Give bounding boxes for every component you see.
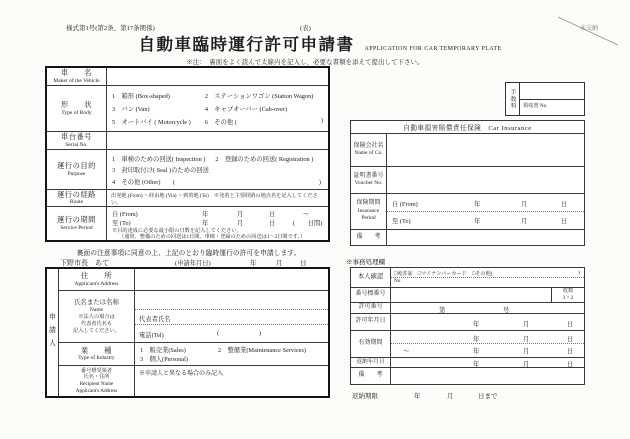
row-industry-type	[59, 343, 328, 366]
admin-section-title: ※事務処理欄	[346, 259, 385, 266]
day-label: 日	[269, 211, 276, 218]
purpose-line-2	[112, 165, 323, 174]
unpaid-stamp	[556, 14, 622, 48]
permit-date-field	[391, 314, 584, 330]
row-permit-date	[351, 314, 584, 331]
plate-recipient-note: ※申請人と異なる場合のみ記入	[139, 371, 224, 377]
sheets-label: 枚数	[562, 287, 574, 294]
dai-label: 第	[439, 307, 446, 314]
industry-line-2	[140, 354, 323, 363]
year-label: 年	[474, 201, 481, 208]
row-plate-recipient	[59, 366, 328, 396]
validity-from-line	[391, 331, 584, 344]
instruction-note: ※注： 裏面をよく読んで太線内を記入し、必要な書類を添えて提出して下さい。	[186, 59, 424, 66]
industry-options	[135, 343, 328, 365]
close-paren: )	[318, 178, 321, 186]
insurance-to-label: 至 (To)	[392, 218, 411, 225]
applicant-address-label: 住 所 Applicant's Address	[59, 269, 135, 290]
insurance-from-label: 自 (From)	[392, 201, 418, 208]
tilde: ～	[403, 348, 410, 355]
validity-to-line	[391, 344, 584, 356]
return-deadline-line	[352, 391, 587, 403]
declaration-text: 裏面の注意事項に同意の上、上記のとおり臨時運行の許可を申請します。	[76, 250, 301, 257]
row-body-type	[47, 86, 328, 132]
option-box-shaped: 1 箱形 (Box-shaped)	[112, 93, 170, 100]
form-title-en: APPLICATION FOR CAR TEMPORARY PLATE	[364, 46, 502, 52]
voucher-no-field	[387, 167, 584, 193]
page-side-label: (表)	[300, 25, 311, 32]
service-period-field	[107, 207, 328, 240]
industry-type-label: 業 種 Type of Industry	[59, 343, 135, 365]
option-other-purpose: 4 その他 (Other) (	[112, 178, 176, 186]
option-maintenance: 2 整備業(Maintenance Services)	[218, 346, 306, 354]
applicant-name-fields	[135, 291, 328, 342]
month-label: 月	[237, 220, 244, 227]
year-label: 年	[473, 321, 480, 328]
go-label: 号	[503, 307, 510, 314]
insurance-title: 自動車損害賠償責任保険 Car Insurance	[351, 121, 584, 134]
purpose-line-3	[112, 177, 323, 186]
day-label: 日	[561, 201, 568, 208]
validity-period-field	[391, 331, 584, 357]
identity-check-label: 本人確認	[351, 268, 391, 287]
return-date-field	[391, 358, 584, 367]
route-note: 出発地 (From) ～経由地 (Via) ～到着地 (To) ※発着と主要経路の地点名を記入してください。	[111, 193, 318, 206]
title-row	[110, 31, 530, 55]
row-return-date	[351, 358, 584, 368]
voucher-no-label: 証明書番号 Voucher No.	[351, 167, 387, 193]
sheets-value: 1・2	[562, 295, 574, 301]
row-admin-remarks	[351, 368, 584, 384]
close-paren: )	[578, 270, 580, 276]
option-cab-over: 4 キャブオーバー (Cab-over)	[204, 106, 288, 113]
month-label: 月	[447, 393, 454, 400]
representative-name-field	[135, 310, 328, 326]
representative-name-label: 代表者氏名	[139, 315, 171, 323]
option-other: 6 その他 ( )	[204, 117, 323, 126]
period-days-suffix: ( 日間)	[293, 220, 323, 227]
unpaid-stamp-label: 未交納	[580, 26, 599, 32]
row-service-period	[47, 207, 328, 240]
vehicle-name-field	[107, 68, 328, 85]
month-label: 月	[521, 218, 528, 225]
month-label: 月	[276, 260, 283, 267]
receipt-no-label: 領収書 No.	[523, 103, 548, 109]
applicant-side-label: 申請人	[47, 269, 59, 396]
purpose-label: 運行の目的 Purpose	[47, 150, 107, 189]
applicant-rows	[59, 269, 328, 396]
month-label: 月	[523, 361, 530, 368]
identity-check-field	[391, 268, 584, 287]
day-label: 日	[567, 336, 574, 343]
permit-number-field	[391, 303, 584, 313]
year-label: 年	[473, 361, 480, 368]
applicant-name-label: 氏名または名称 Name ※法人の場合は 代表者氏名も 記入してください。	[59, 291, 135, 342]
industry-line-1	[140, 345, 323, 354]
admin-remarks-label: 備 考	[351, 368, 391, 384]
day-label: 日	[300, 260, 307, 267]
insurance-table	[350, 120, 585, 246]
row-purpose	[47, 150, 328, 190]
year-label: 年	[202, 220, 209, 227]
insurance-to-line	[387, 212, 584, 229]
permit-number-label: 許可番号	[351, 303, 391, 313]
year-label: 年	[202, 211, 209, 218]
day-label: 日	[567, 321, 574, 328]
month-label: 月	[521, 201, 528, 208]
addressee-label: 下野市長 あて	[60, 259, 109, 267]
admin-processing-table	[350, 267, 585, 385]
option-registration: 2 登録のための回送( Registration )	[215, 155, 314, 163]
day-label: 日	[269, 220, 276, 227]
insurance-company-label: 保険会社名 Name of Co.	[351, 134, 387, 166]
vehicle-name-label: 車 名 Maker of the Vehicle	[47, 68, 107, 85]
row-insurance-company	[351, 134, 584, 167]
month-label: 月	[523, 336, 530, 343]
day-label: 日	[567, 348, 574, 355]
form-code-label: 様式第1号(第2条、第17条関係)	[66, 25, 155, 32]
identity-no-label: No.	[394, 278, 402, 284]
month-label: 月	[523, 348, 530, 355]
row-validity-period	[351, 331, 584, 358]
body-type-label: 形 状 Type of Body	[47, 86, 107, 131]
body-type-options	[107, 86, 328, 131]
day-label: 日	[567, 361, 574, 368]
year-label: 年	[474, 218, 481, 225]
tilde: ～	[303, 211, 310, 218]
option-station-wagon: 2 ステーションワゴン (Station Wagon)	[204, 93, 314, 100]
fee-box	[505, 82, 585, 116]
identity-options-line	[391, 268, 584, 278]
route-field	[107, 190, 328, 206]
plate-recipient-field	[135, 366, 328, 396]
period-note-1: ※目的達成に必要な最小限の日数を記入してください。	[112, 228, 242, 234]
validity-period-label: 有効期間	[351, 331, 391, 357]
body-type-line-2	[112, 104, 323, 113]
deadline-day-suffix: 日まで	[478, 393, 498, 400]
purpose-line-1	[112, 154, 323, 163]
body-type-line-3	[112, 117, 323, 126]
insurance-company-field	[387, 134, 584, 166]
row-applicant-address	[59, 269, 328, 291]
period-from-label: 自 (From)	[112, 211, 138, 218]
plate-number-field	[391, 288, 551, 302]
permit-date-label: 許可年月日	[351, 314, 391, 330]
close-paren: )	[320, 117, 323, 124]
route-label: 運行の経路 Route	[47, 190, 107, 206]
row-identity-check	[351, 268, 584, 288]
applicant-table	[45, 267, 330, 398]
insurance-from-line	[387, 194, 584, 212]
option-motorcycle: 5 オートバイ ( Motorcycle )	[112, 119, 191, 126]
option-sales: 1 販売業(Sales)	[140, 346, 186, 354]
year-label: 年	[250, 260, 257, 267]
return-deadline-label: 返納期限	[352, 393, 378, 400]
plate-recipient-label: 番号標受領者 氏名・住所 Recipient Name Applicant's Address	[59, 366, 135, 396]
option-personal: 3 個人(Personal)	[140, 356, 188, 364]
row-plate-number	[351, 288, 584, 303]
option-inspection: 1 車検のための回送( Inspection )	[112, 155, 206, 163]
telephone-label: 電話(Tel)	[139, 332, 164, 340]
period-note-2: （通常、整備のための回送は1日間、車検・登録のための回送は1～2日間です。）	[119, 234, 306, 240]
open-paren: (	[217, 330, 220, 338]
insurance-remarks-label: 備 考	[351, 230, 387, 245]
row-vehicle-name	[47, 68, 328, 86]
identity-no-line	[391, 278, 584, 286]
insurance-period-field	[387, 194, 584, 229]
row-route	[47, 190, 328, 207]
purpose-options	[107, 150, 328, 189]
row-insurance-period	[351, 194, 584, 230]
sheets-cell	[551, 288, 584, 302]
row-voucher-no	[351, 167, 584, 194]
year-label: 年	[473, 348, 480, 355]
month-label: 月	[523, 321, 530, 328]
vehicle-operation-table	[45, 66, 330, 242]
name-field	[135, 291, 328, 310]
return-date-label: 返納年月日	[351, 358, 391, 367]
plate-number-label: 番号標番号	[351, 288, 391, 302]
telephone-field	[135, 325, 328, 342]
period-to-label: 至 (To)	[112, 220, 131, 227]
body-type-line-1	[112, 91, 323, 100]
year-label: 年	[414, 393, 421, 400]
application-date-label: (申請年月日)	[175, 260, 211, 267]
serial-no-label: 車台番号 Serial No.	[47, 132, 107, 149]
serial-no-field	[107, 132, 328, 149]
service-period-label: 運行の期間 Service Period	[47, 207, 107, 240]
insurance-remarks-field	[387, 230, 584, 245]
option-seal: 3 封印取付け( Seal )のための回送	[112, 167, 209, 174]
admin-remarks-field	[391, 368, 584, 384]
year-label: 年	[473, 336, 480, 343]
fee-stamp-cell	[520, 83, 584, 100]
applicant-address-field	[135, 269, 328, 290]
row-permit-number	[351, 303, 584, 314]
row-insurance-remarks	[351, 230, 584, 245]
day-label: 日	[561, 218, 568, 225]
fee-label: 手数料	[506, 83, 520, 115]
fee-box-cells	[520, 83, 584, 115]
insurance-period-label: 保険期間 Insurance Period	[351, 194, 387, 229]
close-paren: )	[259, 330, 262, 338]
option-van: 3 バン (Van)	[112, 106, 150, 113]
row-serial-no	[47, 132, 328, 150]
identity-checkboxes: □免許証 □マイナンバーカード □その他(	[394, 271, 493, 277]
row-applicant-name	[59, 291, 328, 343]
form-title: 自動車臨時運行許可申請書	[138, 35, 355, 54]
month-label: 月	[237, 211, 244, 218]
